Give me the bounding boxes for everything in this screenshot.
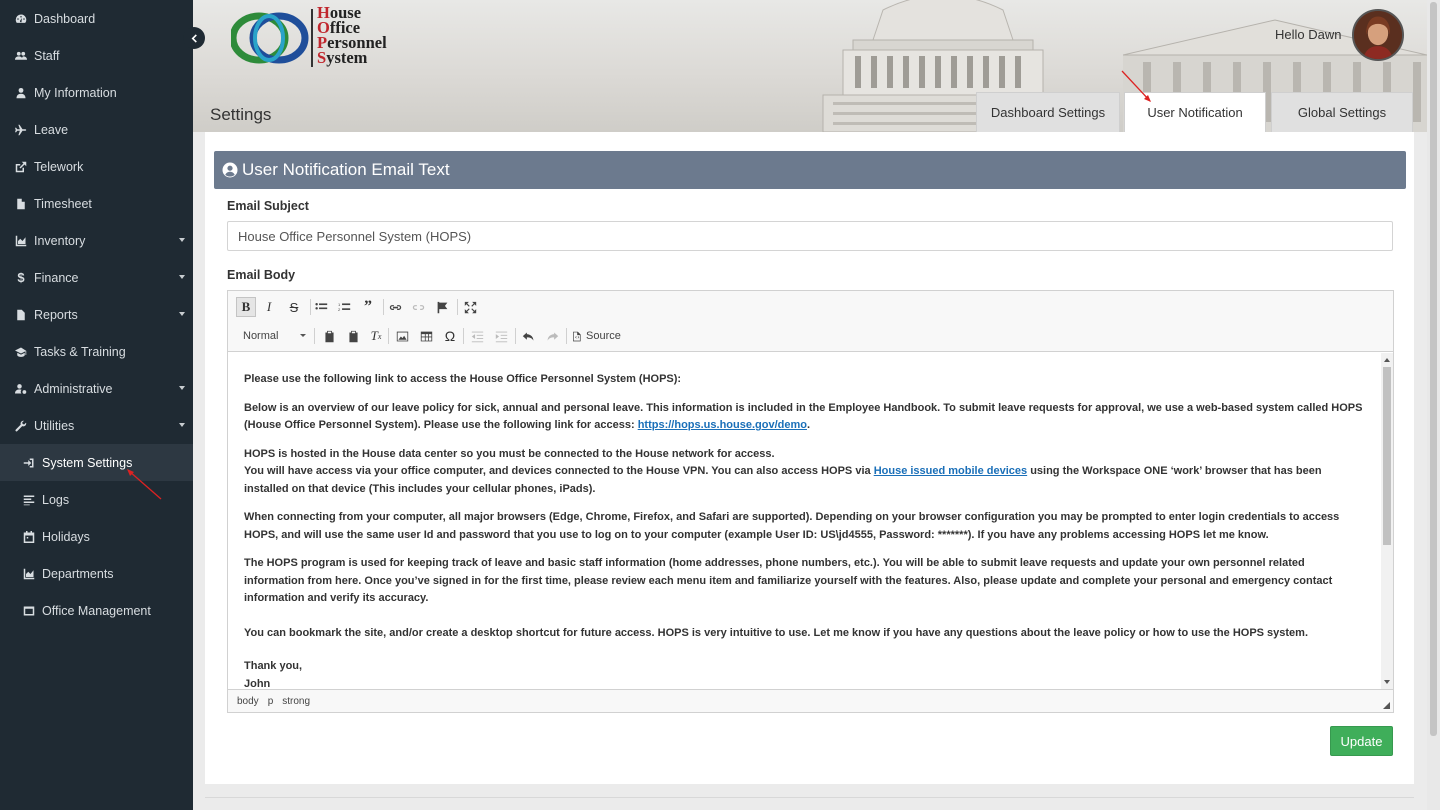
file-icon (14, 308, 28, 322)
hops-demo-link[interactable]: https://hops.us.house.gov/demo (637, 419, 807, 431)
sidebar-item-my-information[interactable] (0, 74, 193, 111)
strikethrough-icon[interactable]: S (289, 299, 299, 315)
calendar-icon (22, 530, 36, 544)
sidebar-item-label: My Information (34, 85, 117, 100)
external-link-icon (14, 160, 28, 174)
rich-text-editor (227, 290, 1394, 713)
dollar-icon: $ (17, 270, 25, 285)
sidebar-item-administrative[interactable] (0, 370, 193, 407)
user-cog-icon (14, 382, 28, 396)
footer (205, 797, 1414, 810)
sidebar-item-timesheet[interactable] (0, 185, 193, 222)
settings-panel (205, 132, 1414, 784)
maximize-icon[interactable] (460, 297, 480, 317)
graduation-cap-icon (14, 345, 28, 359)
chevron-down-icon (179, 423, 185, 427)
user-circle-icon (222, 162, 238, 178)
sidebar-item-utilities[interactable] (0, 407, 193, 444)
sidebar-item-staff[interactable] (0, 37, 193, 74)
scrollbar-thumb[interactable] (1383, 367, 1391, 545)
sidebar-item-dashboard[interactable] (0, 0, 193, 37)
sidebar-item-label: Holidays (42, 529, 90, 544)
sidebar-item-label: Inventory (34, 233, 86, 248)
sidebar-item-label: Timesheet (34, 196, 92, 211)
editor-content[interactable] (228, 353, 1380, 689)
editor-scrollbar[interactable] (1381, 353, 1393, 689)
sidebar-item-label: Logs (42, 492, 70, 507)
avatar[interactable] (1352, 9, 1404, 61)
sidebar-item-departments[interactable] (0, 555, 193, 592)
plane-icon (14, 123, 28, 137)
numbered-list-icon[interactable] (334, 297, 354, 317)
sidebar-item-label: Administrative (34, 381, 113, 396)
special-character-icon[interactable]: Ω (444, 328, 456, 344)
path-item[interactable]: strong (282, 695, 311, 707)
sidebar-item-label: Dashboard (34, 11, 96, 26)
source-icon (571, 331, 582, 342)
bold-icon[interactable]: B (236, 297, 256, 317)
sidebar-item-label: Leave (34, 122, 69, 137)
body-paragraph: When connecting from your computer, all major browsers (Edge, Chrome, Firefox, and Safari are supported). Depending on your browser configuration you may be prompted to enter login credentials to access HOPS, and will use the same user Id and password that you use to log on to your computer (example User ID: US\jd4555, Password: *******). If you have any problems accessing HOPS let me know. (244, 511, 1340, 541)
body-paragraph: You can bookmark the site, and/or create a desktop shortcut for future access. HOPS is very intuitive to use. Let me know if you have any questions about the leave policy or how to use the HOPS system. (244, 626, 1309, 639)
remove-format-icon[interactable]: T x (370, 328, 382, 343)
sidebar-item-label: Tasks & Training (34, 344, 126, 359)
undo-icon[interactable] (518, 326, 538, 346)
user-greeting: Hello Dawn (1275, 27, 1342, 42)
body-paragraph: Thank you, John (244, 660, 303, 689)
body-paragraph: Below is an overview of our leave policy for sick, annual and personal leave. This information is included in the Employee Handbook. To submit leave requests for approval, we use a web-based system called HOPS (House Office Personnel System). Please use the following link for access: https://hops.us.house.gov/demo. (244, 401, 1363, 431)
file-icon (14, 197, 28, 211)
sidebar-item-inventory[interactable] (0, 222, 193, 259)
svg-text:2: 2 (337, 306, 340, 312)
outdent-icon[interactable] (467, 326, 487, 346)
chevron-down-icon (179, 238, 185, 242)
mobile-devices-link[interactable]: House issued mobile devices (873, 465, 1028, 477)
sidebar-item-label: Finance (34, 270, 79, 285)
sidebar-item-label: System Settings (42, 455, 133, 470)
scroll-up-icon[interactable] (1384, 358, 1390, 362)
paste-text-icon[interactable] (343, 326, 363, 346)
sidebar-item-tasks-training[interactable] (0, 333, 193, 370)
path-item[interactable]: p (267, 695, 274, 707)
table-icon[interactable] (416, 326, 436, 346)
email-subject-input[interactable]: House Office Personnel System (HOPS) (227, 221, 1393, 251)
dashboard-icon (14, 12, 28, 26)
update-button[interactable]: Update (1330, 726, 1393, 756)
path-item[interactable]: body (237, 695, 259, 707)
redo-icon[interactable] (542, 326, 562, 346)
panel-header (214, 151, 1406, 189)
chart-icon (14, 234, 28, 248)
sidebar-item-system-settings[interactable] (0, 444, 193, 481)
body-paragraph: Please use the following link to access the House Office Personnel System (HOPS): (244, 373, 682, 385)
sidebar-item-label: Office Management (42, 603, 151, 618)
sidebar-item-label: Telework (34, 159, 84, 174)
list-icon (22, 493, 36, 507)
chevron-left-icon (190, 34, 199, 43)
sidebar-item-label: Departments (42, 566, 114, 581)
sidebar-item-telework[interactable] (0, 148, 193, 185)
link-icon[interactable] (385, 297, 405, 317)
paste-icon[interactable] (319, 326, 339, 346)
page-title: Settings (210, 105, 272, 124)
chevron-down-icon (179, 312, 185, 316)
wrench-icon (14, 419, 28, 433)
sidebar-item-leave[interactable] (0, 111, 193, 148)
scroll-down-icon[interactable] (1384, 680, 1390, 684)
sidebar-item-label: Utilities (34, 418, 75, 433)
sidebar-item-label: Staff (34, 48, 60, 63)
bulleted-list-icon[interactable] (311, 297, 331, 317)
sidebar-item-reports[interactable] (0, 296, 193, 333)
sidebar-item-logs[interactable] (0, 481, 193, 518)
body-paragraph: The HOPS program is used for keeping track of leave and basic staff information (home addresses, phone numbers, etc.). You will be able to submit leave requests and update your own personnel related information from here. Once you’ve signed in for the first time, please review each menu item and familiarize yourself with the features. Also, please update and complete your personal and emergency contact information and verify its accuracy. (244, 557, 1333, 604)
user-icon (14, 86, 28, 100)
body-paragraph: HOPS is hosted in the House data center so you must be connected to the House network for access. You will have access via your office computer, and devices connected to the House VPN. You can also access HOPS via House issued mobile devices using the Workspace ONE ‘work’ browser that has been installed on that device (This includes your cellular phones, iPads). (244, 447, 1322, 495)
email-subject-label: Email Subject (227, 199, 309, 213)
logo-wordmark: House Office Personnel System (317, 3, 387, 67)
tab-user-notification[interactable]: User Notification (1124, 92, 1266, 132)
italic-icon[interactable]: I (266, 299, 272, 314)
sidebar-item-holidays[interactable] (0, 518, 193, 555)
email-body-label: Email Body (227, 268, 296, 282)
sidebar (0, 0, 193, 810)
sidebar-item-label: Reports (34, 307, 78, 322)
tab-global-settings[interactable]: Global Settings (1271, 92, 1413, 132)
editor-element-path (228, 689, 1393, 712)
users-icon (14, 49, 28, 63)
blockquote-icon[interactable]: ” (364, 298, 372, 315)
header-banner (193, 0, 1427, 132)
sign-in-icon (22, 456, 36, 470)
collapse-sidebar-button[interactable] (183, 27, 205, 49)
unlink-icon[interactable] (408, 297, 428, 317)
anchor-flag-icon[interactable] (432, 297, 452, 317)
tab-dashboard-settings[interactable]: Dashboard Settings (976, 92, 1120, 132)
svg-text:1: 1 (337, 301, 340, 307)
sidebar-item-finance[interactable] (0, 259, 193, 296)
sidebar-item-office-management[interactable] (0, 592, 193, 629)
resize-handle-icon[interactable] (1383, 702, 1390, 709)
source-button[interactable]: Source (571, 327, 621, 345)
format-select[interactable]: Normal (238, 327, 310, 345)
chevron-down-icon (300, 334, 306, 337)
indent-icon[interactable] (491, 326, 511, 346)
chart-icon (22, 567, 36, 581)
scrollbar-thumb[interactable] (1430, 2, 1437, 736)
editor-toolbar (228, 291, 1393, 352)
panel-title: User Notification Email Text (242, 160, 450, 179)
chevron-down-icon (179, 275, 185, 279)
chevron-down-icon (179, 386, 185, 390)
page-scrollbar[interactable] (1427, 0, 1440, 810)
image-icon[interactable] (392, 326, 412, 346)
window-icon (22, 604, 36, 618)
